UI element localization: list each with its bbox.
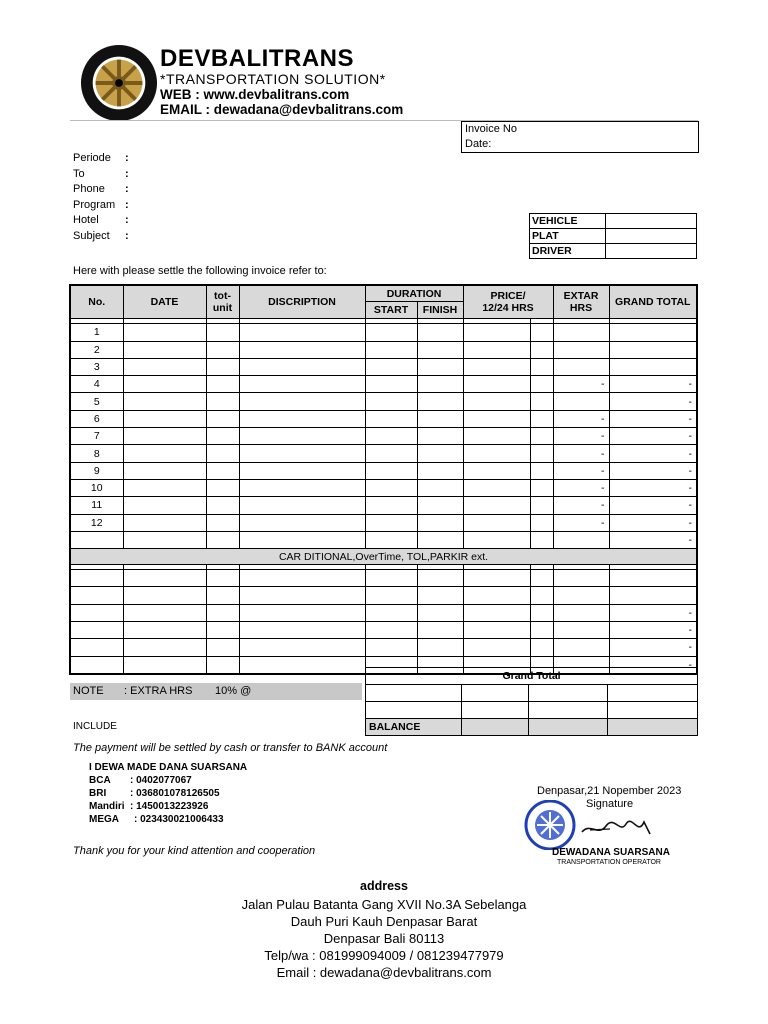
total-cell xyxy=(529,702,608,719)
row-grand-total: - xyxy=(609,462,697,479)
table-cell xyxy=(417,324,463,341)
table-cell xyxy=(239,639,365,656)
table-cell xyxy=(530,324,553,341)
table-cell xyxy=(417,376,463,393)
address-title: address xyxy=(360,879,408,893)
table-cell xyxy=(417,622,463,639)
row-number: 2 xyxy=(70,341,123,358)
row-grand-total xyxy=(609,358,697,375)
row-extra-hrs xyxy=(553,393,609,410)
invoice-no-label: Invoice No xyxy=(465,123,517,135)
additional-grand-total: - xyxy=(609,622,697,639)
row-grand-total: - xyxy=(609,393,697,410)
row-extra-hrs: - xyxy=(553,479,609,496)
table-cell xyxy=(530,376,553,393)
table-cell xyxy=(365,376,417,393)
table-cell xyxy=(365,324,417,341)
table-cell xyxy=(239,570,365,587)
to-colon: : xyxy=(125,168,129,180)
table-cell xyxy=(123,604,206,621)
row-extra-hrs: - xyxy=(553,445,609,462)
note-label: NOTE xyxy=(73,685,104,697)
total-cell xyxy=(529,685,608,702)
row-number: 4 xyxy=(70,376,123,393)
table-cell xyxy=(463,445,530,462)
total-cell xyxy=(366,702,462,719)
driver-label: DRIVER xyxy=(530,244,606,259)
bank-number: : 1450013223926 xyxy=(130,801,209,812)
row-number: 8 xyxy=(70,445,123,462)
row-extra-hrs xyxy=(553,531,609,548)
table-cell xyxy=(463,639,530,656)
row-grand-total xyxy=(609,341,697,358)
bank-number: : 036801078126505 xyxy=(130,788,220,799)
include-label: INCLUDE xyxy=(73,721,117,732)
table-cell xyxy=(365,428,417,445)
total-cell xyxy=(608,702,698,719)
table-cell xyxy=(239,324,365,341)
header-tot-unit-line2: unit xyxy=(212,302,233,315)
table-cell xyxy=(417,639,463,656)
row-grand-total: - xyxy=(609,376,697,393)
table-cell xyxy=(239,514,365,531)
table-cell xyxy=(417,531,463,548)
table-cell xyxy=(206,514,239,531)
table-cell xyxy=(123,324,206,341)
table-cell xyxy=(70,587,123,604)
row-number: 5 xyxy=(70,393,123,410)
table-cell xyxy=(239,376,365,393)
company-stamp xyxy=(508,800,584,850)
row-number: 10 xyxy=(70,479,123,496)
table-cell xyxy=(239,622,365,639)
balance-cell xyxy=(529,719,608,736)
table-cell xyxy=(206,376,239,393)
hotel-colon: : xyxy=(125,214,129,226)
table-cell xyxy=(206,324,239,341)
additional-grand-total xyxy=(609,587,697,604)
invoice-table xyxy=(69,284,698,675)
table-cell xyxy=(123,445,206,462)
table-cell xyxy=(123,376,206,393)
note-extra-hrs: : EXTRA HRS xyxy=(124,685,193,697)
subject-label: Subject xyxy=(73,230,110,242)
table-row xyxy=(70,324,697,341)
bank-mega xyxy=(89,814,224,825)
table-cell xyxy=(463,393,530,410)
table-cell xyxy=(530,531,553,548)
row-grand-total xyxy=(609,324,697,341)
table-cell xyxy=(70,622,123,639)
address-line: Dauh Puri Kauh Denpasar Barat xyxy=(290,914,478,929)
additional-row xyxy=(70,639,697,656)
table-cell xyxy=(417,570,463,587)
table-cell xyxy=(417,514,463,531)
table-cell xyxy=(417,479,463,496)
bank-bri xyxy=(89,788,220,799)
table-cell xyxy=(123,587,206,604)
table-cell xyxy=(70,570,123,587)
bank-bca xyxy=(89,775,192,786)
table-cell xyxy=(239,531,365,548)
table-cell xyxy=(123,531,206,548)
table-cell xyxy=(365,587,417,604)
additional-row xyxy=(70,587,697,604)
table-cell xyxy=(206,393,239,410)
additional-row xyxy=(70,622,697,639)
totals-table xyxy=(365,667,698,736)
table-cell xyxy=(463,341,530,358)
table-cell xyxy=(365,497,417,514)
balance-cell xyxy=(462,719,529,736)
company-logo xyxy=(80,44,158,122)
table-cell xyxy=(530,604,553,621)
invoice-box xyxy=(461,121,699,153)
row-number: 7 xyxy=(70,428,123,445)
additional-section-row xyxy=(70,549,697,565)
table-cell xyxy=(206,497,239,514)
table-cell xyxy=(206,358,239,375)
row-grand-total: - xyxy=(609,531,697,548)
table-cell xyxy=(530,497,553,514)
table-cell xyxy=(365,622,417,639)
grand-total-label: Grand Total xyxy=(366,668,698,685)
periode-label: Periode xyxy=(73,152,111,164)
additional-section-label: CAR DITIONAL,OverTime, TOL,PARKIR ext. xyxy=(70,549,697,565)
row-grand-total: - xyxy=(609,514,697,531)
header-start: START xyxy=(365,302,417,319)
table-cell xyxy=(206,341,239,358)
row-grand-total: - xyxy=(609,428,697,445)
table-cell xyxy=(365,410,417,427)
address-phone: Telp/wa : 081999094009 / 081239477979 xyxy=(264,948,504,963)
table-cell xyxy=(463,376,530,393)
table-row xyxy=(70,445,697,462)
header-price-line1: PRICE/ xyxy=(490,290,526,303)
table-cell xyxy=(239,479,365,496)
table-cell xyxy=(530,639,553,656)
table-cell xyxy=(553,587,609,604)
bank-name: BCA xyxy=(89,775,111,786)
vehicle-value[interactable] xyxy=(606,214,697,229)
row-extra-hrs: - xyxy=(553,497,609,514)
table-cell xyxy=(206,656,239,674)
table-cell xyxy=(239,462,365,479)
table-cell xyxy=(417,428,463,445)
table-cell xyxy=(123,462,206,479)
table-cell xyxy=(530,445,553,462)
header-tot-unit xyxy=(206,285,239,319)
balance-value xyxy=(608,719,698,736)
vehicle-table xyxy=(529,213,697,259)
table-cell xyxy=(123,497,206,514)
phone-label: Phone xyxy=(73,183,105,195)
header-grand-total: GRAND TOTAL xyxy=(609,285,697,319)
table-row xyxy=(70,531,697,548)
brand-name: DEVBALITRANS xyxy=(160,45,355,72)
table-cell xyxy=(530,587,553,604)
total-cell xyxy=(462,685,529,702)
table-cell xyxy=(417,587,463,604)
table-cell xyxy=(365,479,417,496)
note-bar xyxy=(70,683,362,700)
table-cell xyxy=(530,462,553,479)
table-cell xyxy=(463,604,530,621)
row-number xyxy=(70,531,123,548)
table-cell xyxy=(123,622,206,639)
table-cell xyxy=(123,514,206,531)
table-cell xyxy=(417,393,463,410)
bank-number: : 023430021006433 xyxy=(134,814,224,825)
row-grand-total: - xyxy=(609,445,697,462)
table-cell xyxy=(417,341,463,358)
table-cell xyxy=(123,428,206,445)
table-cell xyxy=(463,324,530,341)
additional-row xyxy=(70,570,697,587)
table-cell xyxy=(70,604,123,621)
table-cell xyxy=(365,358,417,375)
table-cell xyxy=(206,570,239,587)
additional-grand-total: - xyxy=(609,639,697,656)
table-cell xyxy=(553,604,609,621)
program-label: Program xyxy=(73,199,116,211)
table-cell xyxy=(239,445,365,462)
table-cell xyxy=(239,497,365,514)
table-cell xyxy=(206,445,239,462)
website-link[interactable]: WEB : www.devbalitrans.com xyxy=(160,87,350,102)
address-line: Denpasar Bali 80113 xyxy=(323,931,445,946)
header-no: No. xyxy=(70,285,123,319)
program-colon: : xyxy=(125,199,129,211)
total-cell xyxy=(608,685,698,702)
subject-colon: : xyxy=(125,230,129,242)
table-cell xyxy=(417,445,463,462)
table-cell xyxy=(123,341,206,358)
table-cell xyxy=(206,462,239,479)
table-cell xyxy=(123,570,206,587)
table-cell xyxy=(365,570,417,587)
header-discription: DISCRIPTION xyxy=(239,285,365,319)
bank-holder: I DEWA MADE DANA SUARSANA xyxy=(89,762,248,773)
table-cell xyxy=(239,410,365,427)
signer-name: DEWADANA SUARSANA xyxy=(552,847,670,858)
additional-grand-total: - xyxy=(609,604,697,621)
table-cell xyxy=(463,514,530,531)
row-number: 11 xyxy=(70,497,123,514)
email-link[interactable]: EMAIL : dewadana@devbalitrans.com xyxy=(160,102,404,117)
table-row xyxy=(70,462,697,479)
table-cell xyxy=(530,341,553,358)
address-email: Email : dewadana@devbalitrans.com xyxy=(276,965,492,980)
payment-text: The payment will be settled by cash or transfer to BANK account xyxy=(73,742,388,754)
row-number: 1 xyxy=(70,324,123,341)
signer-role: TRANSPORTATION OPERATOR xyxy=(557,859,661,866)
table-cell xyxy=(123,393,206,410)
table-row xyxy=(70,428,697,445)
table-cell xyxy=(417,358,463,375)
plat-value[interactable] xyxy=(606,229,697,244)
table-row xyxy=(70,497,697,514)
table-cell xyxy=(530,622,553,639)
table-cell xyxy=(206,531,239,548)
table-cell xyxy=(239,587,365,604)
table-cell xyxy=(239,604,365,621)
signature-date: Denpasar,21 Nopember 2023 xyxy=(537,785,682,797)
table-cell xyxy=(365,639,417,656)
bank-name: MEGA xyxy=(89,814,119,825)
bank-number: : 0402077067 xyxy=(130,775,192,786)
additional-row xyxy=(70,604,697,621)
table-cell xyxy=(417,410,463,427)
vehicle-label: VEHICLE xyxy=(530,214,606,229)
table-cell xyxy=(530,514,553,531)
table-cell xyxy=(239,393,365,410)
row-extra-hrs: - xyxy=(553,514,609,531)
table-cell xyxy=(239,656,365,674)
address-line: Jalan Pulau Batanta Gang XVII No.3A Sebelanga xyxy=(241,897,527,912)
table-cell xyxy=(463,622,530,639)
table-cell xyxy=(553,570,609,587)
table-cell xyxy=(530,410,553,427)
thanks-text: Thank you for your kind attention and cooperation xyxy=(73,845,316,857)
table-cell xyxy=(206,410,239,427)
table-cell xyxy=(123,639,206,656)
table-cell xyxy=(365,514,417,531)
table-cell xyxy=(206,587,239,604)
additional-grand-total: - xyxy=(609,656,697,674)
header-duration: DURATION xyxy=(365,285,463,302)
table-cell xyxy=(417,497,463,514)
table-row xyxy=(70,393,697,410)
table-cell xyxy=(530,358,553,375)
row-extra-hrs: - xyxy=(553,462,609,479)
table-row xyxy=(70,479,697,496)
table-row xyxy=(70,410,697,427)
table-cell xyxy=(365,393,417,410)
bank-name: Mandiri xyxy=(89,801,125,812)
row-grand-total: - xyxy=(609,479,697,496)
balance-label: BALANCE xyxy=(366,719,462,736)
brand-tagline: *TRANSPORTATION SOLUTION* xyxy=(160,71,386,87)
bank-mandiri xyxy=(89,801,209,812)
table-cell xyxy=(365,445,417,462)
header-finish: FINISH xyxy=(417,302,463,319)
table-cell xyxy=(417,462,463,479)
table-cell xyxy=(417,604,463,621)
table-cell xyxy=(206,428,239,445)
table-row xyxy=(70,358,697,375)
table-cell xyxy=(239,358,365,375)
table-cell xyxy=(463,462,530,479)
header-price-line2: 12/24 HRS xyxy=(482,302,534,315)
row-number: 3 xyxy=(70,358,123,375)
table-cell xyxy=(123,656,206,674)
header-date: DATE xyxy=(123,285,206,319)
row-grand-total: - xyxy=(609,410,697,427)
to-label: To xyxy=(73,168,85,180)
table-cell xyxy=(463,531,530,548)
invoice-date-label: Date: xyxy=(465,138,492,150)
hotel-label: Hotel xyxy=(73,214,99,226)
table-cell xyxy=(553,639,609,656)
row-extra-hrs xyxy=(553,358,609,375)
table-cell xyxy=(365,341,417,358)
table-cell xyxy=(463,410,530,427)
table-cell xyxy=(123,479,206,496)
periode-colon: : xyxy=(125,152,129,164)
table-cell xyxy=(463,358,530,375)
table-cell xyxy=(463,570,530,587)
phone-colon: : xyxy=(125,183,129,195)
table-cell xyxy=(530,570,553,587)
table-cell xyxy=(365,462,417,479)
additional-grand-total xyxy=(609,570,697,587)
table-cell xyxy=(206,604,239,621)
handwritten-signature xyxy=(580,812,660,842)
table-row xyxy=(70,514,697,531)
refer-text: Here with please settle the following invoice refer to: xyxy=(73,265,327,277)
table-cell xyxy=(463,497,530,514)
row-number: 12 xyxy=(70,514,123,531)
signature-label: Signature xyxy=(586,798,634,810)
table-cell xyxy=(206,622,239,639)
table-cell xyxy=(365,604,417,621)
row-grand-total: - xyxy=(609,497,697,514)
table-row xyxy=(70,376,697,393)
table-cell xyxy=(553,622,609,639)
row-number: 6 xyxy=(70,410,123,427)
table-cell xyxy=(463,428,530,445)
table-cell xyxy=(70,656,123,674)
header-extra-hrs: EXTAR HRS xyxy=(553,285,609,319)
table-row xyxy=(70,341,697,358)
bank-name: BRI xyxy=(89,788,107,799)
table-cell xyxy=(239,341,365,358)
table-cell xyxy=(365,531,417,548)
row-extra-hrs: - xyxy=(553,428,609,445)
row-number: 9 xyxy=(70,462,123,479)
driver-value[interactable] xyxy=(606,244,697,259)
row-extra-hrs xyxy=(553,341,609,358)
table-cell xyxy=(206,639,239,656)
table-cell xyxy=(530,479,553,496)
table-cell xyxy=(463,479,530,496)
row-extra-hrs xyxy=(553,324,609,341)
total-cell xyxy=(462,702,529,719)
header-price xyxy=(463,285,553,319)
table-cell xyxy=(463,587,530,604)
table-cell xyxy=(239,428,365,445)
note-percent: 10% @ xyxy=(215,685,252,697)
table-cell xyxy=(530,393,553,410)
table-cell xyxy=(123,410,206,427)
row-extra-hrs: - xyxy=(553,410,609,427)
table-cell xyxy=(123,358,206,375)
header-tot-unit-line1: tot- xyxy=(214,290,231,303)
table-cell xyxy=(206,479,239,496)
table-cell xyxy=(70,639,123,656)
table-cell xyxy=(530,428,553,445)
total-cell xyxy=(366,685,462,702)
plat-label: PLAT xyxy=(530,229,606,244)
row-extra-hrs: - xyxy=(553,376,609,393)
